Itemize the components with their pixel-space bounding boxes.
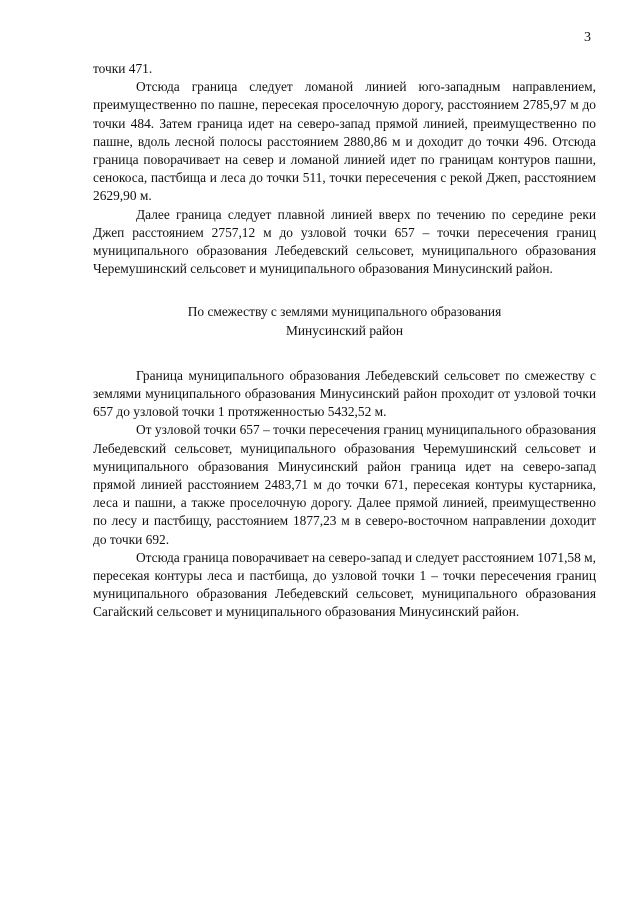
section-heading (93, 303, 596, 339)
document-body (93, 60, 596, 622)
section-heading-line-1: По смежеству с землями муниципального образования (187, 304, 502, 320)
boundary-paragraph-1: Отсюда граница следует ломаной линией юго-западным направлением, преимущественно по пашне, пересекая проселочную дорогу, расстоянием 2785,97 м до точки 484. Затем граница идет на северо-запад прямой линией, преимущественно по пашне, вдоль лесной полосы расстоянием 2880,86 м и доходит до точки 496. Отсюда граница поворачивает на север и ломаной линией идет по границам контуров пашни, сенокоса, пастбища и леса до точки 511, точки пересечения с рекой Джеп, расстоянием 2629,90 м. (93, 79, 596, 204)
section-paragraph-3: Отсюда граница поворачивает на северо-запад и следует расстоянием 1071,58 м, пересекая контуры леса и пастбища, до узловой точки 1 – точки пересечения границ муниципального образования Лебедевский сельсовет, муниципального образования Сагайский сельсовет и муниципального образования Минусинский район. (93, 549, 596, 620)
section-heading-line-2: Минусинский район (285, 322, 403, 338)
boundary-paragraph-2: Далее граница следует плавной линией вверх по течению по середине реки Джеп расстоянием 2757,12 м до узловой точки 657 – точки пересечения границ муниципального образования Лебедевский сельсовет, муниципального образования Черемушинский сельсовет и муниципального образования Минусинский район. (93, 206, 596, 277)
section-paragraph-1: Граница муниципального образования Лебедевский сельсовет по смежеству с землями муниципального образования Минусинский район проходит от узловой точки 657 до узловой точки 1 протяженностью 5432,52 м. (93, 367, 596, 420)
section-paragraph-2: От узловой точки 657 – точки пересечения границ муниципального образования Лебедевский сельсовет, муниципального образования Черемушинский сельсовет и муниципального образования Минусинский район граница идет на северо-запад прямой линией расстоянием 2483,71 м до точки 671, пересекая контуры кустарника, леса и пашни, а также проселочную дорогу. Далее прямой линией, преимущественно по лесу и пастбищу, расстоянием 1877,23 м в северо-восточном направлении доходит до точки 692. (93, 422, 596, 547)
continuation-paragraph: точки 471. (93, 61, 153, 76)
page-number: 3 (584, 30, 591, 45)
